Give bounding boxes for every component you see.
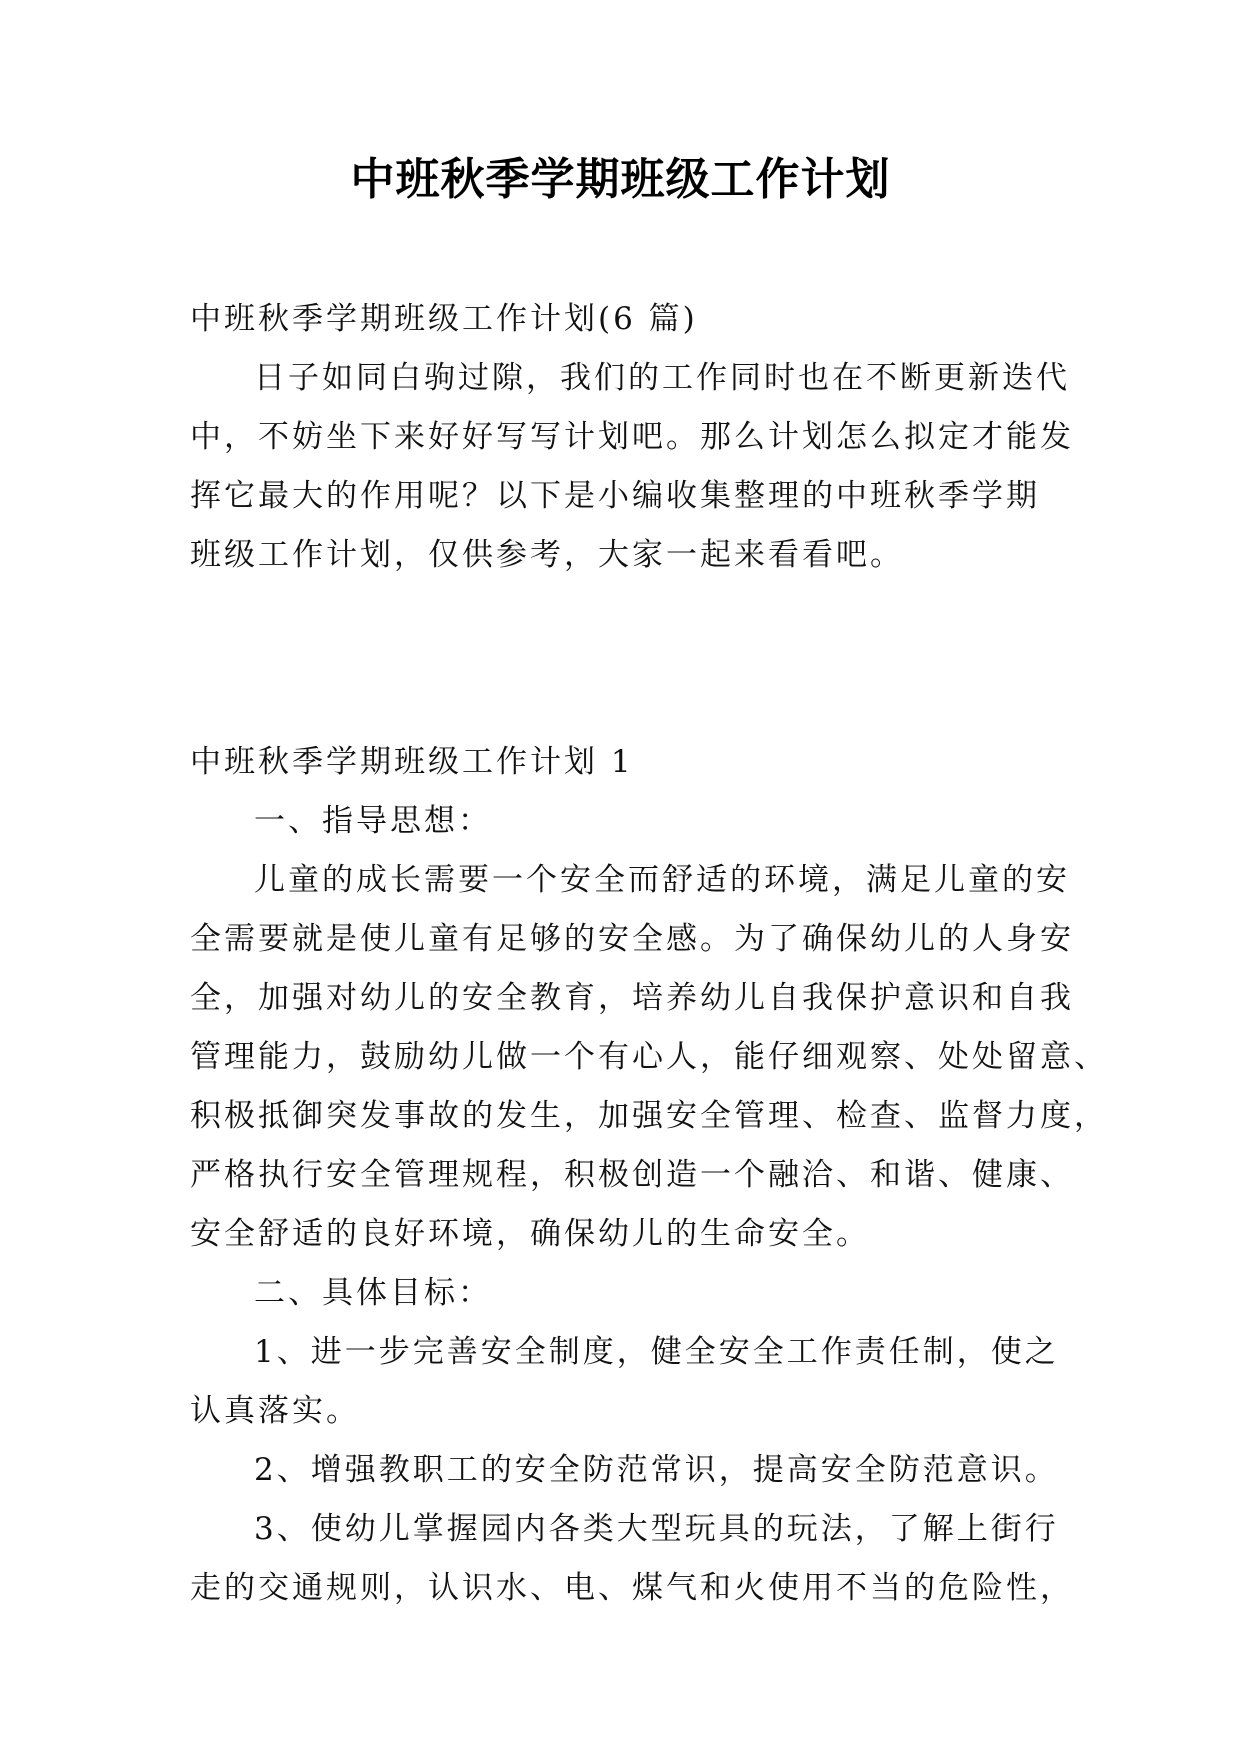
part1-line: 儿童的成长需要一个安全而舒适的环境，满足儿童的安 <box>254 862 1070 898</box>
intro-line: 日子如同白驹过隙，我们的工作同时也在不断更新迭代 <box>254 360 1070 396</box>
part1-line: 全，加强对幼儿的安全教育，培养幼儿自我保护意识和自我 <box>190 980 1074 1016</box>
part1-line: 积极抵御突发事故的发生，加强安全管理、检查、监督力度， <box>190 1098 1108 1134</box>
part1-line: 严格执行安全管理规程，积极创造一个融洽、和谐、健康、 <box>190 1157 1074 1193</box>
section-spacer <box>190 585 1070 733</box>
part2-heading: 二、具体目标： <box>254 1275 492 1311</box>
part1-line: 管理能力，鼓励幼儿做一个有心人，能仔细观察、处处留意、 <box>190 1039 1108 1075</box>
goal-item-line: 认真落实。 <box>190 1393 360 1429</box>
section1-heading: 中班秋季学期班级工作计划 1 <box>190 744 634 780</box>
goal-item-3 <box>190 1500 1074 1618</box>
intro-line: 班级工作计划，仅供参考，大家一起来看看吧。 <box>190 537 904 573</box>
document-body <box>190 290 1108 1618</box>
part1-paragraph <box>190 851 1108 1264</box>
document-subtitle: 中班秋季学期班级工作计划(6 篇) <box>190 301 698 337</box>
goal-item-line: 2、增强教职工的安全防范常识，提高安全防范意识。 <box>254 1452 1059 1488</box>
goal-item-line: 走的交通规则，认识水、电、煤气和火使用不当的危险性， <box>190 1570 1074 1606</box>
intro-line: 挥它最大的作用呢？以下是小编收集整理的中班秋季学期 <box>190 478 1040 514</box>
intro-line: 中，不妨坐下来好好写写计划吧。那么计划怎么拟定才能发 <box>190 419 1074 455</box>
goal-item-line: 3、使幼儿掌握园内各类大型玩具的玩法，了解上街行 <box>254 1511 1059 1547</box>
goal-item-line: 1、进一步完善安全制度，健全安全工作责任制，使之 <box>254 1334 1059 1370</box>
intro-paragraph <box>190 349 1074 585</box>
part1-heading: 一、指导思想： <box>254 803 492 839</box>
document-title: 中班秋季学期班级工作计划 <box>350 154 891 205</box>
goal-item-2 <box>190 1441 1070 1500</box>
part1-line: 安全舒适的良好环境，确保幼儿的生命安全。 <box>190 1216 870 1252</box>
goal-item-1 <box>190 1323 1070 1441</box>
part1-line: 全需要就是使儿童有足够的安全感。为了确保幼儿的人身安 <box>190 921 1074 957</box>
